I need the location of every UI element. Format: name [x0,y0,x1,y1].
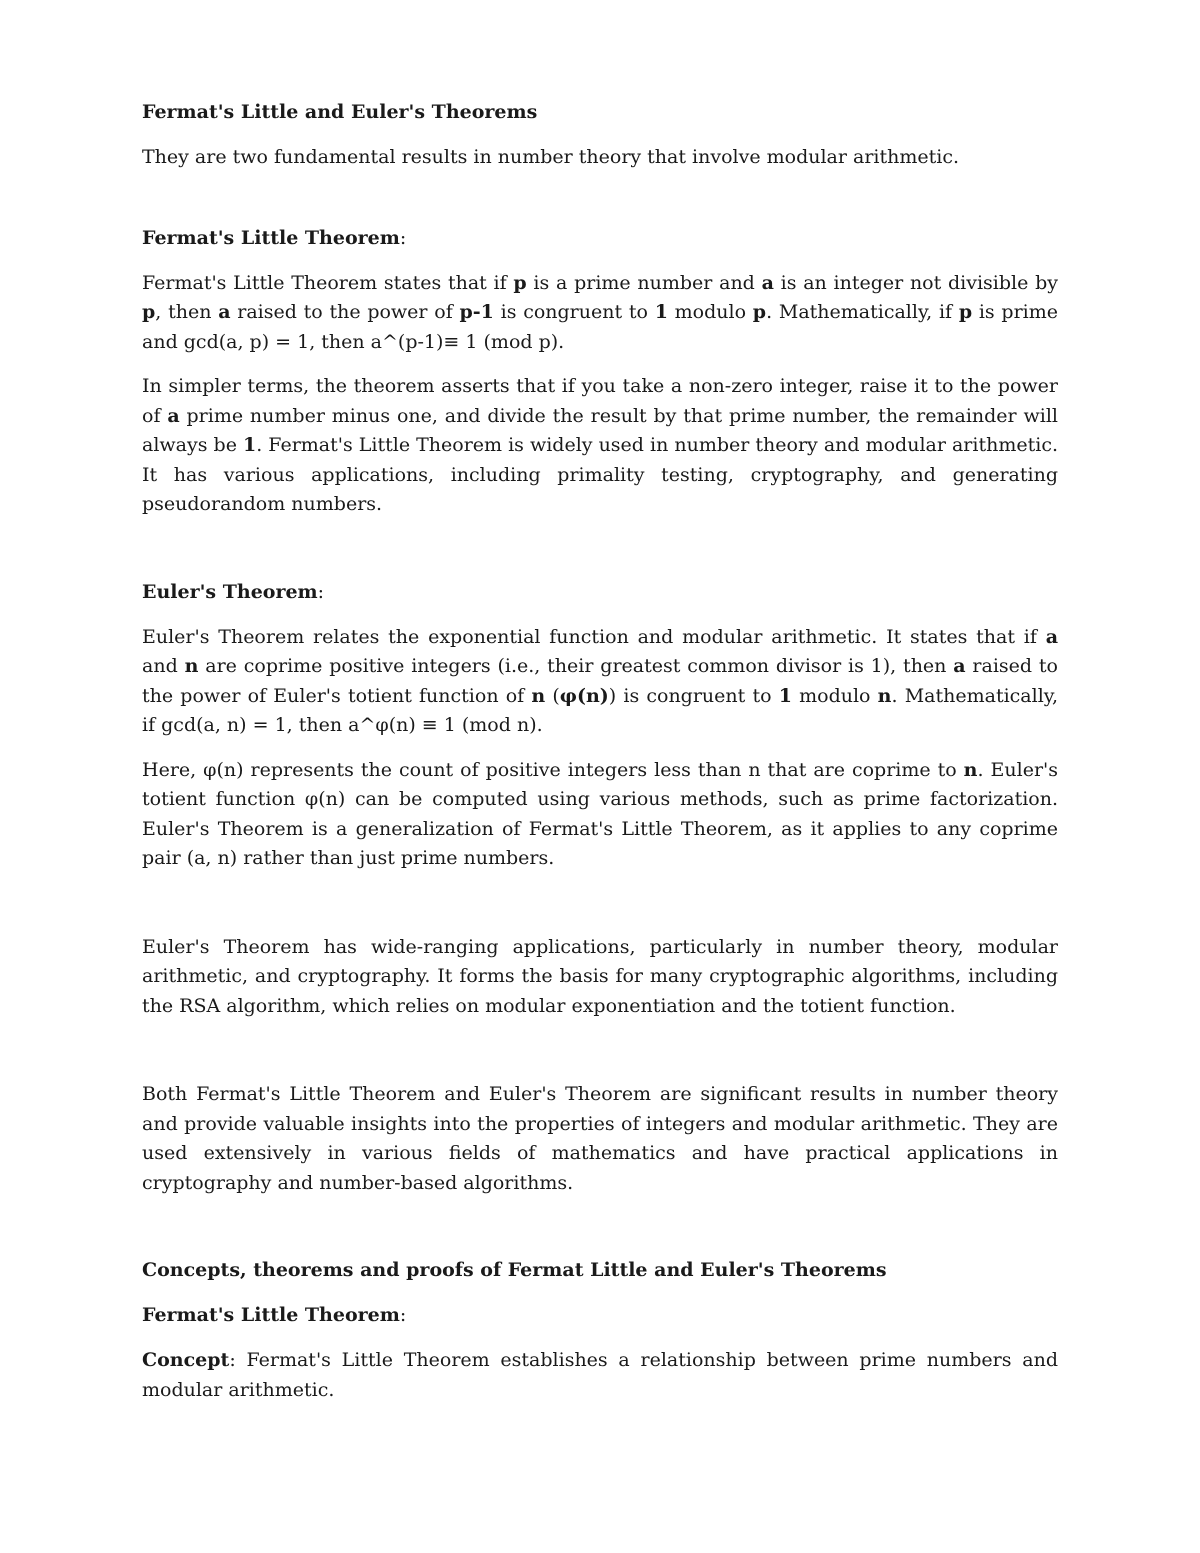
bold-term: p [752,301,767,323]
text-run: raised to the power of Euler's totient function of [142,655,1065,707]
text-run: . Fermat's Little Theorem is widely used in number theory and modular arithmetic. It has various applications, including primality testing, cryptography, and generating pseudorandom numbers. [142,434,1065,515]
fermat-heading-text: Fermat's Little Theorem [142,226,400,249]
document-title: Fermat's Little and Euler's Theorems [142,101,538,123]
bold-term: 1 [654,301,668,323]
intro-paragraph: They are two fundamental results in number theory that involve modular arithmetic. [142,146,960,168]
text-run: . Euler's totient function φ(n) can be computed using various methods, such as prime factorization. Euler's Theorem is a generalization of Fermat's Little Theorem, as it applies to any coprime pair (a, n) rather than just prime numbers. [142,758,1065,869]
text-run: Euler's Theorem relates the exponential function and modular arithmetic. It states that if [142,625,1046,648]
bold-term: φ(n) [559,684,609,707]
concept-paragraph [142,1346,1058,1405]
text-run: modulo [791,684,878,707]
text-run: is congruent to [493,301,655,323]
bold-term: 1 [242,434,257,456]
euler-heading-colon: : [317,580,325,603]
fermat-heading-2 [142,1301,1058,1330]
bold-term: p [142,301,156,323]
text-run: is prime and gcd(a, p) = 1, then a^(p-1)≡ 1 (mod p). [142,301,1065,353]
bold-term: n [531,684,546,707]
text-run: . Mathematically, if gcd(a, n) = 1, then a^φ(n) ≡ 1 (mod n). [142,684,1065,736]
text-run: raised to the power of [230,301,460,323]
text-run: Fermat's Little Theorem states that if [142,271,514,294]
bold-term: n [184,655,199,677]
text-run: In simpler terms, the theorem asserts that if you take a non-zero integer, raise it to the power of [142,375,1065,427]
concepts-heading: Concepts, theorems and proofs of Fermat Little and Euler's Theorems [142,1259,887,1281]
fermat-heading-colon: : [399,226,407,249]
euler-paragraph-1 [142,623,1065,741]
bold-term: p [958,301,973,323]
bold-term: a [761,271,774,294]
euler-heading [142,578,1058,607]
bold-term: a [953,655,966,677]
text-run: prime number minus one, and divide the result by that prime number, the remainder will always be [142,404,1065,456]
text-run: modulo [667,301,753,323]
fermat-heading [142,224,1058,253]
text-run: . Mathematically, if [766,301,959,323]
fermat-paragraph-1 [142,269,1065,358]
bold-term: a [218,301,231,323]
text-run: and [142,625,1065,677]
fermat-heading-2-colon: : [399,1304,407,1326]
bold-term: p-1 [459,301,494,323]
bold-term: a [1045,625,1058,648]
euler-paragraph-3: Euler's Theorem has wide-ranging applications, particularly in number theory, modular arithmetic, and cryptography. It forms the basis for many cryptographic algorithms, including the RSA algorithm, which relies on modular exponentiation and the totient function. [142,935,1058,1017]
bold-term: p [513,271,527,294]
both-theorems-paragraph: Both Fermat's Little Theorem and Euler's Theorem are significant results in number theory and provide valuable insights into the properties of integers and modular arithmetic. They are used extensively in various fields of mathematics and have practical applications in cryptography and number-based algorithms. [142,1083,1058,1194]
bold-term: 1 [778,684,792,707]
euler-paragraph-2 [142,756,1065,874]
euler-heading-text: Euler's Theorem [142,580,318,603]
bold-term: a [167,404,180,427]
text-run: Here, φ(n) represents the count of positive integers less than n that are coprime to [142,758,964,781]
text-run: is an integer not divisible by [773,271,1065,294]
text-run: is a prime number and [526,271,762,294]
fermat-heading-2-text: Fermat's Little Theorem [142,1304,400,1326]
concept-label: Concept [142,1349,230,1371]
text-run: ( [545,684,560,707]
concept-text: : Fermat's Little Theorem establishes a relationship between prime numbers and modular arithmetic. [142,1349,1058,1401]
text-run: are coprime positive integers (i.e., their greatest common divisor is 1), then [198,655,954,677]
bold-term: n [963,758,978,781]
text-run: , then [155,301,219,323]
text-run: ) is congruent to [608,684,779,707]
bold-term: n [877,684,892,707]
fermat-paragraph-2 [142,372,1065,520]
